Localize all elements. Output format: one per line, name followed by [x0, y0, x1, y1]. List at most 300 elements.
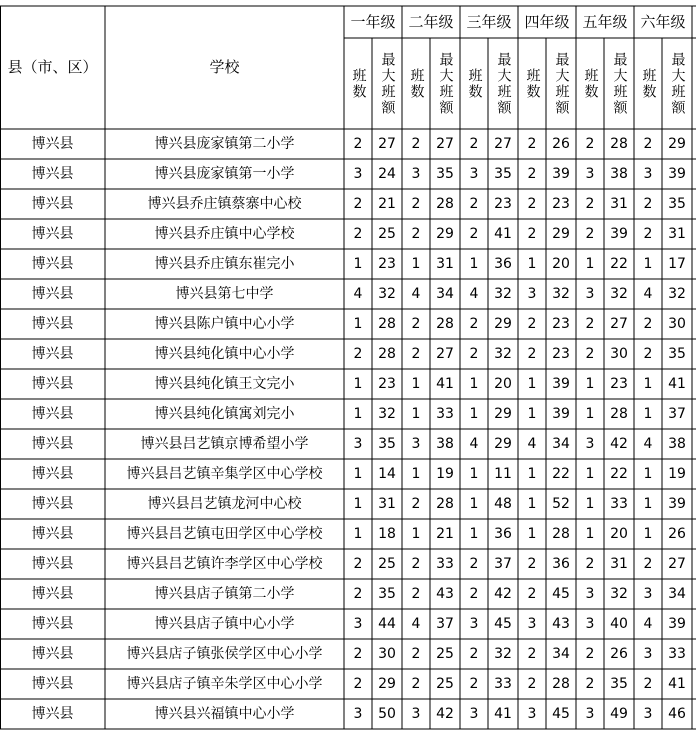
cell-max-class-size: 35 [436, 166, 454, 182]
cell-class-count: 2 [585, 136, 595, 152]
cell-class-count: 2 [585, 346, 595, 362]
subheader-class-count-text: 班数 [350, 67, 367, 100]
cell-class-count: 2 [527, 346, 537, 362]
cell-max-class-size: 11 [494, 466, 512, 482]
cell-class-count: 3 [527, 286, 537, 302]
cell-class-count: 3 [527, 706, 537, 722]
cell-class-count: 2 [353, 196, 363, 212]
cell-max-class-size: 31 [610, 196, 628, 212]
cell-county: 博兴县 [31, 316, 74, 332]
cell-max-class-size: 23 [378, 256, 396, 272]
cell-school: 博兴县乔庄镇蔡寨中心校 [147, 196, 302, 212]
cell-class-count: 2 [643, 136, 653, 152]
cell-class-count: 1 [527, 406, 537, 422]
grade-header: 五年级 [582, 12, 628, 31]
cell-max-class-size: 27 [610, 316, 628, 332]
cell-class-count: 2 [353, 586, 363, 602]
cell-max-class-size: 33 [436, 406, 454, 422]
cell-max-class-size: 31 [668, 226, 686, 242]
cell-class-count: 1 [353, 256, 363, 272]
cell-county: 博兴县 [31, 496, 74, 512]
cell-class-count: 3 [643, 166, 653, 182]
cell-max-class-size: 30 [668, 316, 686, 332]
cell-class-count: 1 [527, 256, 537, 272]
cell-class-count: 1 [469, 256, 479, 272]
cell-max-class-size: 32 [610, 286, 628, 302]
grade-header: 四年级 [524, 12, 570, 31]
cell-school: 博兴县店子镇张侯学区中心小学 [126, 646, 323, 662]
cell-max-class-size: 28 [378, 346, 396, 362]
cell-class-count: 2 [353, 556, 363, 572]
cell-class-count: 2 [353, 136, 363, 152]
cell-class-count: 1 [585, 376, 595, 392]
cell-class-count: 1 [527, 466, 537, 482]
cell-class-count: 1 [527, 376, 537, 392]
cell-school: 博兴县店子镇辛朱学区中心小学 [126, 676, 323, 692]
cell-class-count: 1 [411, 466, 421, 482]
cell-max-class-size: 41 [494, 226, 512, 242]
subheader-class-count [402, 38, 430, 129]
cell-max-class-size: 37 [436, 616, 454, 632]
cell-max-class-size: 39 [668, 616, 686, 632]
cell-max-class-size: 19 [436, 466, 454, 482]
cell-max-class-size: 32 [378, 406, 396, 422]
cell-max-class-size: 27 [436, 346, 454, 362]
cell-class-count: 1 [469, 496, 479, 512]
cell-school: 博兴县吕艺镇屯田学区中心学校 [126, 526, 323, 542]
cell-max-class-size: 31 [436, 256, 454, 272]
cell-county: 博兴县 [31, 436, 74, 452]
cell-max-class-size: 23 [552, 346, 570, 362]
subheader-class-count [518, 38, 546, 129]
cell-max-class-size: 22 [610, 466, 628, 482]
cell-max-class-size: 45 [552, 706, 570, 722]
cell-max-class-size: 27 [436, 136, 454, 152]
cell-class-count: 2 [585, 226, 595, 242]
cell-class-count: 1 [353, 496, 363, 512]
cell-max-class-size: 45 [494, 616, 512, 632]
cell-max-class-size: 25 [378, 226, 396, 242]
cell-class-count: 2 [411, 196, 421, 212]
cell-max-class-size: 26 [552, 136, 570, 152]
cell-max-class-size: 39 [552, 166, 570, 182]
cell-max-class-size: 25 [436, 646, 454, 662]
cell-max-class-size: 22 [610, 256, 628, 272]
subheader-max-class-size [662, 38, 692, 129]
grade-header: 六年级 [640, 12, 686, 31]
cell-school: 博兴县第七中学 [175, 286, 274, 302]
cell-school: 博兴县兴福镇中心小学 [154, 706, 295, 722]
cell-class-count: 3 [585, 166, 595, 182]
cell-class-count: 2 [411, 346, 421, 362]
cell-class-count: 1 [353, 376, 363, 392]
cell-class-count: 2 [585, 196, 595, 212]
cell-max-class-size: 34 [436, 286, 454, 302]
cell-class-count: 2 [527, 676, 537, 692]
cell-class-count: 1 [353, 406, 363, 422]
cell-class-count: 3 [469, 706, 479, 722]
cell-max-class-size: 34 [552, 436, 570, 452]
cell-max-class-size: 29 [494, 406, 512, 422]
cell-class-count: 2 [527, 646, 537, 662]
subheader-max-class-size [430, 38, 460, 129]
cell-class-count: 1 [469, 376, 479, 392]
cell-school: 博兴县陈户镇中心小学 [154, 316, 295, 332]
subheader-class-count [460, 38, 488, 129]
cell-max-class-size: 20 [494, 376, 512, 392]
cell-county: 博兴县 [31, 616, 74, 632]
cell-max-class-size: 32 [378, 286, 396, 302]
cell-school: 博兴县吕艺镇京博希望小学 [140, 436, 309, 452]
cell-class-count: 3 [411, 166, 421, 182]
cell-max-class-size: 48 [494, 496, 512, 512]
cell-class-count: 1 [353, 526, 363, 542]
cell-county: 博兴县 [31, 376, 74, 392]
grade-header: 二年级 [408, 12, 454, 31]
cell-class-count: 2 [585, 556, 595, 572]
cell-max-class-size: 36 [494, 526, 512, 542]
cell-county: 博兴县 [31, 556, 74, 572]
grade-header: 三年级 [466, 12, 512, 31]
cell-max-class-size: 39 [552, 376, 570, 392]
cell-county: 博兴县 [31, 196, 74, 212]
cell-class-count: 3 [585, 586, 595, 602]
cell-county: 博兴县 [31, 136, 74, 152]
cell-school: 博兴县吕艺镇辛集学区中心学校 [126, 466, 323, 482]
cell-max-class-size: 32 [494, 646, 512, 662]
cell-class-count: 2 [527, 586, 537, 602]
cell-class-count: 1 [469, 466, 479, 482]
cell-class-count: 2 [411, 646, 421, 662]
cell-max-class-size: 20 [552, 256, 570, 272]
cell-county: 博兴县 [31, 166, 74, 182]
cell-max-class-size: 35 [668, 346, 686, 362]
cell-class-count: 2 [527, 136, 537, 152]
subheader-max-class-size-text: 最大班额 [553, 51, 570, 116]
cell-max-class-size: 41 [668, 676, 686, 692]
cell-county: 博兴县 [31, 526, 74, 542]
cell-county: 博兴县 [31, 706, 74, 722]
cell-max-class-size: 30 [610, 346, 628, 362]
cell-county: 博兴县 [31, 646, 74, 662]
cell-max-class-size: 29 [378, 676, 396, 692]
cell-class-count: 2 [643, 196, 653, 212]
subheader-class-count-text: 班数 [524, 67, 541, 100]
cell-class-count: 1 [585, 406, 595, 422]
cell-class-count: 3 [353, 706, 363, 722]
cell-max-class-size: 39 [610, 226, 628, 242]
cell-class-count: 4 [643, 616, 653, 632]
cell-class-count: 1 [585, 466, 595, 482]
cell-class-count: 3 [643, 586, 653, 602]
cell-class-count: 1 [527, 526, 537, 542]
cell-class-count: 2 [643, 346, 653, 362]
cell-class-count: 2 [469, 136, 479, 152]
cell-class-count: 2 [411, 136, 421, 152]
cell-school: 博兴县吕艺镇许李学区中心学校 [126, 556, 323, 572]
subheader-class-count [634, 38, 662, 129]
cell-max-class-size: 28 [552, 526, 570, 542]
cell-max-class-size: 39 [668, 166, 686, 182]
cell-max-class-size: 33 [668, 646, 686, 662]
cell-max-class-size: 52 [552, 496, 570, 512]
cell-class-count: 2 [469, 676, 479, 692]
cell-class-count: 1 [469, 526, 479, 542]
cell-class-count: 2 [469, 346, 479, 362]
cell-max-class-size: 38 [610, 166, 628, 182]
cell-class-count: 1 [411, 376, 421, 392]
subheader-class-count-text: 班数 [466, 67, 483, 100]
cell-class-count: 2 [353, 346, 363, 362]
cell-max-class-size: 42 [436, 706, 454, 722]
cell-class-count: 4 [411, 616, 421, 632]
cell-class-count: 2 [411, 586, 421, 602]
cell-class-count: 2 [353, 226, 363, 242]
cell-class-count: 3 [353, 166, 363, 182]
cell-max-class-size: 38 [436, 436, 454, 452]
cell-class-count: 3 [585, 436, 595, 452]
cell-max-class-size: 21 [378, 196, 396, 212]
cell-class-count: 2 [643, 556, 653, 572]
cell-max-class-size: 49 [610, 706, 628, 722]
cell-max-class-size: 26 [668, 526, 686, 542]
cell-school: 博兴县乔庄镇东崔完小 [154, 256, 295, 272]
subheader-max-class-size [604, 38, 634, 129]
cell-class-count: 1 [643, 526, 653, 542]
cell-county: 博兴县 [31, 226, 74, 242]
cell-class-count: 3 [585, 616, 595, 632]
cell-school: 博兴县店子镇中心小学 [154, 616, 295, 632]
subheader-max-class-size-text: 最大班额 [495, 51, 512, 116]
cell-max-class-size: 28 [436, 496, 454, 512]
cell-county: 博兴县 [31, 466, 74, 482]
cell-max-class-size: 31 [610, 556, 628, 572]
cell-county: 博兴县 [31, 586, 74, 602]
cell-class-count: 2 [527, 166, 537, 182]
cell-max-class-size: 45 [552, 586, 570, 602]
cell-class-count: 1 [643, 376, 653, 392]
cell-max-class-size: 34 [668, 586, 686, 602]
cell-max-class-size: 28 [610, 406, 628, 422]
subheader-class-count-text: 班数 [582, 67, 599, 100]
cell-class-count: 2 [353, 676, 363, 692]
cell-class-count: 1 [643, 406, 653, 422]
subheader-max-class-size [546, 38, 576, 129]
cell-max-class-size: 37 [494, 556, 512, 572]
cell-school: 博兴县纯化镇王文完小 [154, 376, 295, 392]
cell-max-class-size: 32 [552, 286, 570, 302]
cell-class-count: 1 [469, 406, 479, 422]
cell-max-class-size: 28 [610, 136, 628, 152]
cell-max-class-size: 24 [378, 166, 396, 182]
cell-class-count: 2 [527, 556, 537, 572]
cell-class-count: 2 [469, 586, 479, 602]
cell-class-count: 2 [411, 676, 421, 692]
cell-class-count: 1 [527, 496, 537, 512]
cell-max-class-size: 37 [668, 406, 686, 422]
cell-class-count: 3 [585, 706, 595, 722]
cell-class-count: 2 [411, 316, 421, 332]
cell-class-count: 3 [353, 616, 363, 632]
cell-max-class-size: 33 [610, 496, 628, 512]
cell-max-class-size: 39 [668, 496, 686, 512]
cell-max-class-size: 38 [668, 436, 686, 452]
cell-max-class-size: 22 [552, 466, 570, 482]
cell-max-class-size: 33 [494, 676, 512, 692]
cell-max-class-size: 30 [378, 646, 396, 662]
subheader-max-class-size-text: 最大班额 [379, 51, 396, 116]
cell-county: 博兴县 [31, 256, 74, 272]
cell-class-count: 3 [469, 166, 479, 182]
cell-class-count: 1 [411, 256, 421, 272]
cell-max-class-size: 41 [668, 376, 686, 392]
cell-class-count: 3 [469, 616, 479, 632]
cell-class-count: 2 [469, 646, 479, 662]
cell-max-class-size: 42 [494, 586, 512, 602]
cell-class-count: 2 [469, 226, 479, 242]
cell-county: 博兴县 [31, 406, 74, 422]
cell-class-count: 2 [643, 226, 653, 242]
cell-max-class-size: 46 [668, 706, 686, 722]
cell-class-count: 3 [411, 436, 421, 452]
cell-class-count: 4 [353, 286, 363, 302]
cell-max-class-size: 34 [552, 646, 570, 662]
cell-max-class-size: 20 [610, 526, 628, 542]
cell-class-count: 1 [411, 406, 421, 422]
subheader-max-class-size-text: 最大班额 [437, 51, 454, 116]
cell-max-class-size: 29 [494, 436, 512, 452]
cell-max-class-size: 35 [378, 586, 396, 602]
cell-class-count: 2 [469, 316, 479, 332]
subheader-class-count-text: 班数 [408, 67, 425, 100]
subheader-class-count-text: 班数 [640, 67, 657, 100]
cell-max-class-size: 32 [610, 586, 628, 602]
cell-max-class-size: 33 [436, 556, 454, 572]
cell-class-count: 2 [411, 496, 421, 512]
cell-class-count: 1 [643, 496, 653, 512]
cell-max-class-size: 27 [668, 556, 686, 572]
cell-class-count: 2 [585, 316, 595, 332]
cell-max-class-size: 32 [494, 346, 512, 362]
cell-county: 博兴县 [31, 346, 74, 362]
cell-max-class-size: 18 [378, 526, 396, 542]
cell-school: 博兴县纯化镇寓刘完小 [154, 406, 295, 422]
cell-class-count: 2 [585, 646, 595, 662]
cell-max-class-size: 27 [494, 136, 512, 152]
cell-max-class-size: 14 [378, 466, 396, 482]
cell-max-class-size: 32 [668, 286, 686, 302]
header-county: 县（市、区） [7, 57, 98, 76]
cell-class-count: 4 [469, 436, 479, 452]
cell-max-class-size: 29 [552, 226, 570, 242]
cell-max-class-size: 32 [494, 286, 512, 302]
cell-max-class-size: 27 [378, 136, 396, 152]
cell-class-count: 2 [353, 646, 363, 662]
cell-max-class-size: 25 [378, 556, 396, 572]
cell-class-count: 2 [411, 226, 421, 242]
cell-class-count: 1 [411, 526, 421, 542]
cell-max-class-size: 43 [552, 616, 570, 632]
cell-class-count: 2 [527, 196, 537, 212]
cell-class-count: 1 [585, 496, 595, 512]
cell-class-count: 4 [527, 436, 537, 452]
cell-max-class-size: 23 [552, 316, 570, 332]
cell-max-class-size: 36 [552, 556, 570, 572]
cell-school: 博兴县庞家镇第一小学 [154, 166, 295, 182]
cell-max-class-size: 41 [494, 706, 512, 722]
cell-class-count: 4 [643, 286, 653, 302]
cell-class-count: 2 [643, 316, 653, 332]
cell-max-class-size: 50 [378, 706, 396, 722]
cell-class-count: 4 [643, 436, 653, 452]
cell-class-count: 1 [643, 256, 653, 272]
cell-max-class-size: 40 [610, 616, 628, 632]
cell-class-count: 3 [643, 706, 653, 722]
cell-max-class-size: 31 [378, 496, 396, 512]
cell-class-count: 2 [643, 676, 653, 692]
cell-max-class-size: 23 [378, 376, 396, 392]
cell-max-class-size: 35 [378, 436, 396, 452]
grade-header: 一年级 [350, 12, 396, 31]
cell-max-class-size: 35 [610, 676, 628, 692]
cell-max-class-size: 23 [494, 196, 512, 212]
cell-class-count: 3 [353, 436, 363, 452]
cell-max-class-size: 29 [494, 316, 512, 332]
cell-county: 博兴县 [31, 676, 74, 692]
cell-school: 博兴县吕艺镇龙河中心校 [147, 496, 302, 512]
cell-max-class-size: 28 [436, 316, 454, 332]
cell-max-class-size: 44 [378, 616, 396, 632]
cell-class-count: 2 [527, 226, 537, 242]
cell-max-class-size: 19 [668, 466, 686, 482]
cell-class-count: 1 [353, 466, 363, 482]
cell-class-count: 1 [585, 256, 595, 272]
cell-class-count: 2 [469, 556, 479, 572]
cell-max-class-size: 29 [668, 136, 686, 152]
cell-class-count: 1 [353, 316, 363, 332]
subheader-max-class-size [372, 38, 402, 129]
cell-class-count: 3 [411, 706, 421, 722]
cell-class-count: 3 [527, 616, 537, 632]
cell-max-class-size: 26 [610, 646, 628, 662]
subheader-max-class-size-text: 最大班额 [669, 51, 686, 116]
cell-max-class-size: 39 [552, 406, 570, 422]
cell-county: 博兴县 [31, 286, 74, 302]
cell-max-class-size: 42 [610, 436, 628, 452]
subheader-class-count [576, 38, 604, 129]
cell-max-class-size: 25 [436, 676, 454, 692]
cell-max-class-size: 28 [436, 196, 454, 212]
cell-school: 博兴县庞家镇第二小学 [154, 136, 295, 152]
cell-class-count: 3 [585, 286, 595, 302]
cell-class-count: 4 [469, 286, 479, 302]
cell-max-class-size: 28 [552, 676, 570, 692]
header-school: 学校 [209, 57, 240, 76]
subheader-max-class-size [488, 38, 518, 129]
cell-school: 博兴县店子镇第二小学 [154, 586, 295, 602]
cell-max-class-size: 29 [436, 226, 454, 242]
cell-max-class-size: 28 [378, 316, 396, 332]
cell-class-count: 1 [643, 466, 653, 482]
cell-class-count: 2 [411, 556, 421, 572]
cell-max-class-size: 41 [436, 376, 454, 392]
cell-class-count: 2 [469, 196, 479, 212]
cell-max-class-size: 23 [610, 376, 628, 392]
subheader-max-class-size-text: 最大班额 [611, 51, 628, 116]
cell-max-class-size: 21 [436, 526, 454, 542]
cell-max-class-size: 17 [668, 256, 686, 272]
cell-max-class-size: 36 [494, 256, 512, 272]
